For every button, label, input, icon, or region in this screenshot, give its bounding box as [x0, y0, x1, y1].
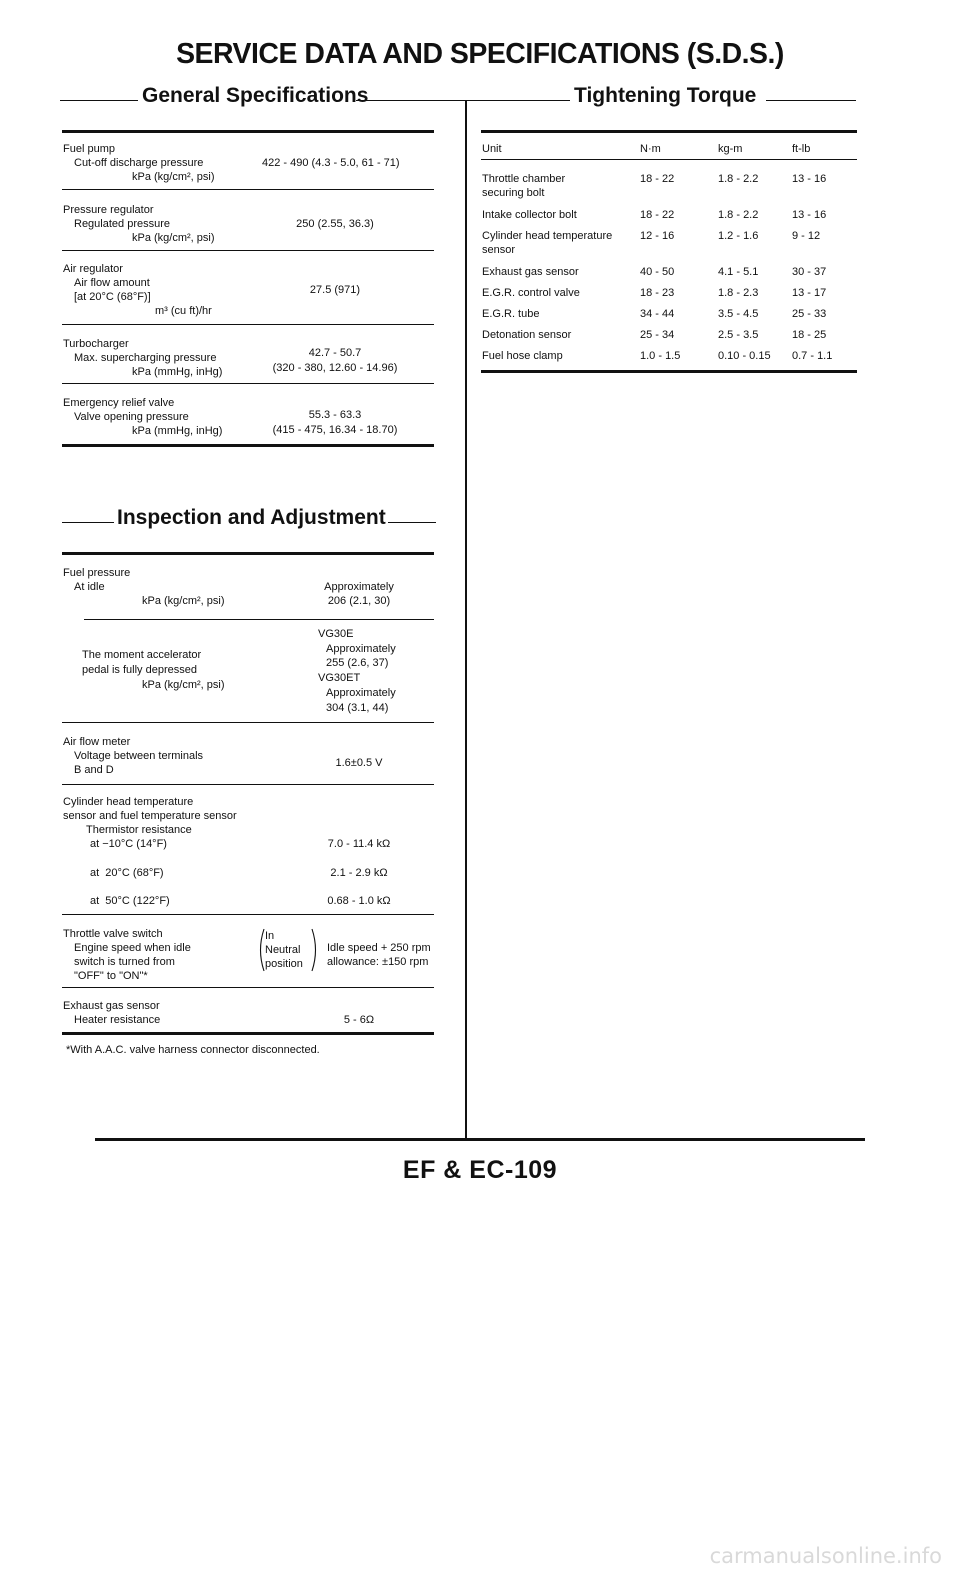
inspect-label: B and D [74, 764, 114, 776]
spec-value: 250 (2.55, 36.3) [296, 218, 374, 230]
inspect-value: 255 (2.6, 37) [326, 657, 389, 669]
spec-value: (320 - 380, 12.60 - 14.96) [272, 362, 398, 374]
condition-label: Neutral [265, 944, 301, 956]
condition-label: In [265, 930, 275, 942]
torque-kgm-value: 1.8 - 2.3 [718, 287, 759, 299]
torque-header-nm: N·m [640, 143, 661, 155]
torque-kgm-value: 4.1 - 5.1 [718, 266, 759, 278]
inspect-value: Approximately [324, 581, 394, 593]
spec-unit: m³ (cu ft)/hr [155, 305, 212, 317]
inspect-label: Engine speed when idle [74, 942, 191, 954]
inspect-label: switch is turned from [74, 956, 175, 968]
table-bottom-rule [481, 370, 857, 373]
torque-header-kgm: kg-m [718, 143, 743, 155]
spec-label: Pressure regulator [63, 204, 154, 216]
spec-value: 42.7 - 50.7 [308, 347, 362, 359]
spec-unit: kPa (kg/cm², psi) [132, 171, 215, 183]
torque-nm-value: 18 - 22 [640, 209, 675, 221]
torque-kgm-value: 1.8 - 2.2 [718, 173, 759, 185]
page-bottom-rule [95, 1138, 865, 1141]
torque-ftlb-value: 25 - 33 [792, 308, 827, 320]
inspect-label: Heater resistance [74, 1014, 161, 1026]
torque-item-name: Intake collector bolt [482, 209, 577, 221]
torque-ftlb-value: 18 - 25 [792, 329, 827, 341]
inspect-label: Fuel pressure [63, 567, 131, 579]
torque-header-ftlb: ft-lb [792, 143, 811, 155]
inspect-label: Exhaust gas sensor [63, 1000, 160, 1012]
header-rule [481, 159, 857, 160]
watermark: carmanualsonline.info [709, 1544, 942, 1568]
section-rule [766, 100, 856, 101]
inspect-label: "OFF" to "ON"* [74, 970, 148, 982]
spec-value: 27.5 (971) [309, 284, 361, 296]
spec-unit: kPa (kg/cm², psi) [132, 232, 215, 244]
spec-label: Air flow amount [74, 277, 150, 289]
row-rule [62, 383, 434, 384]
torque-item-name: securing bolt [482, 187, 545, 199]
inspection-adjustment-heading: Inspection and Adjustment [117, 506, 386, 529]
footnote: *With A.A.C. valve harness connector disconnected. [66, 1044, 320, 1056]
spec-unit: kPa (mmHg, inHg) [132, 425, 223, 437]
inspect-label: Thermistor resistance [86, 824, 192, 836]
inspect-label: Cylinder head temperature [63, 796, 194, 808]
spec-value: 55.3 - 63.3 [308, 409, 362, 421]
table-bottom-rule [62, 444, 434, 447]
torque-kgm-value: 1.8 - 2.2 [718, 209, 759, 221]
resistance-value: 7.0 - 11.4 kΩ [327, 838, 391, 850]
inspect-label: The moment accelerator [82, 649, 202, 661]
torque-ftlb-value: 0.7 - 1.1 [792, 350, 833, 362]
torque-ftlb-value: 9 - 12 [792, 230, 821, 242]
resistance-value: 2.1 - 2.9 kΩ [330, 867, 388, 879]
table-top-rule [62, 130, 434, 133]
table-top-rule [62, 552, 434, 555]
row-rule [62, 722, 434, 723]
torque-item-name: Fuel hose clamp [482, 350, 563, 362]
inspect-value: Idle speed + 250 rpm [327, 942, 431, 954]
torque-item-name: Detonation sensor [482, 329, 572, 341]
inspect-value: 1.6±0.5 V [335, 757, 383, 769]
page-number: EF & EC-109 [402, 1156, 558, 1184]
engine-model-label: VG30ET [318, 672, 361, 684]
torque-kgm-value: 3.5 - 4.5 [718, 308, 759, 320]
inspect-value: 5 - 6Ω [343, 1014, 375, 1026]
torque-ftlb-value: 30 - 37 [792, 266, 827, 278]
spec-label: [at 20°C (68°F)] [74, 291, 151, 303]
torque-ftlb-value: 13 - 17 [792, 287, 827, 299]
condition-label: position [265, 958, 303, 970]
inspect-label: Throttle valve switch [63, 928, 163, 940]
row-rule [62, 189, 434, 190]
spec-value: (415 - 475, 16.34 - 18.70) [272, 424, 398, 436]
torque-item-name: E.G.R. control valve [482, 287, 580, 299]
spec-label: Regulated pressure [74, 218, 171, 230]
torque-kgm-value: 0.10 - 0.15 [718, 350, 771, 362]
general-specifications-heading: General Specifications [142, 84, 369, 107]
inspect-value: Approximately [326, 643, 396, 655]
torque-nm-value: 12 - 16 [640, 230, 675, 242]
torque-item-name: E.G.R. tube [482, 308, 540, 320]
spec-label: Air regulator [63, 263, 123, 275]
spec-label: Cut-off discharge pressure [74, 157, 204, 169]
row-rule [62, 250, 434, 251]
inspect-value: 304 (3.1, 44) [326, 702, 389, 714]
torque-nm-value: 1.0 - 1.5 [640, 350, 681, 362]
temp-label: at −10°C (14°F) [90, 838, 167, 850]
torque-item-name: Exhaust gas sensor [482, 266, 579, 278]
torque-nm-value: 25 - 34 [640, 329, 675, 341]
section-rule [388, 522, 436, 523]
spec-label: Emergency relief valve [63, 397, 175, 409]
torque-kgm-value: 1.2 - 1.6 [718, 230, 759, 242]
temp-label: at 50°C (122°F) [90, 895, 170, 907]
row-rule [62, 914, 434, 915]
temp-label: at 20°C (68°F) [90, 867, 164, 879]
torque-ftlb-value: 13 - 16 [792, 173, 827, 185]
section-rule [356, 100, 570, 101]
torque-header-unit: Unit [482, 143, 502, 155]
inspect-unit: kPa (kg/cm², psi) [142, 679, 225, 691]
tightening-torque-heading: Tightening Torque [574, 84, 757, 107]
spec-value: 422 - 490 (4.3 - 5.0, 61 - 71) [262, 157, 400, 169]
page-title: SERVICE DATA AND SPECIFICATIONS (S.D.S.) [176, 38, 784, 70]
inspect-value: 206 (2.1, 30) [327, 595, 391, 607]
spec-label: Fuel pump [63, 143, 115, 155]
torque-item-name: Throttle chamber [482, 173, 566, 185]
torque-ftlb-value: 13 - 16 [792, 209, 827, 221]
table-top-rule [481, 130, 857, 133]
inspect-value: Approximately [326, 687, 396, 699]
inspect-label: pedal is fully depressed [82, 664, 197, 676]
torque-nm-value: 18 - 23 [640, 287, 675, 299]
resistance-value: 0.68 - 1.0 kΩ [327, 895, 391, 907]
torque-item-name: Cylinder head temperature [482, 230, 613, 242]
row-rule [84, 619, 434, 620]
section-rule [60, 100, 138, 101]
row-rule [62, 987, 434, 988]
row-rule [62, 324, 434, 325]
inspect-label: At idle [74, 581, 105, 593]
spec-label: Valve opening pressure [74, 411, 189, 423]
torque-nm-value: 40 - 50 [640, 266, 675, 278]
spec-unit: kPa (mmHg, inHg) [132, 366, 223, 378]
torque-nm-value: 18 - 22 [640, 173, 675, 185]
torque-kgm-value: 2.5 - 3.5 [718, 329, 759, 341]
inspect-value: allowance: ±150 rpm [327, 956, 429, 968]
inspect-label: sensor and fuel temperature sensor [63, 810, 237, 822]
inspect-unit: kPa (kg/cm², psi) [142, 595, 225, 607]
torque-nm-value: 34 - 44 [640, 308, 675, 320]
spec-label: Max. supercharging pressure [74, 352, 217, 364]
inspect-label: Air flow meter [63, 736, 131, 748]
inspect-label: Voltage between terminals [74, 750, 204, 762]
engine-model-label: VG30E [318, 628, 354, 640]
column-divider [465, 100, 467, 1139]
spec-label: Turbocharger [63, 338, 129, 350]
section-rule [62, 522, 114, 523]
row-rule [62, 784, 434, 785]
torque-item-name: sensor [482, 244, 516, 256]
table-bottom-rule [62, 1032, 434, 1035]
